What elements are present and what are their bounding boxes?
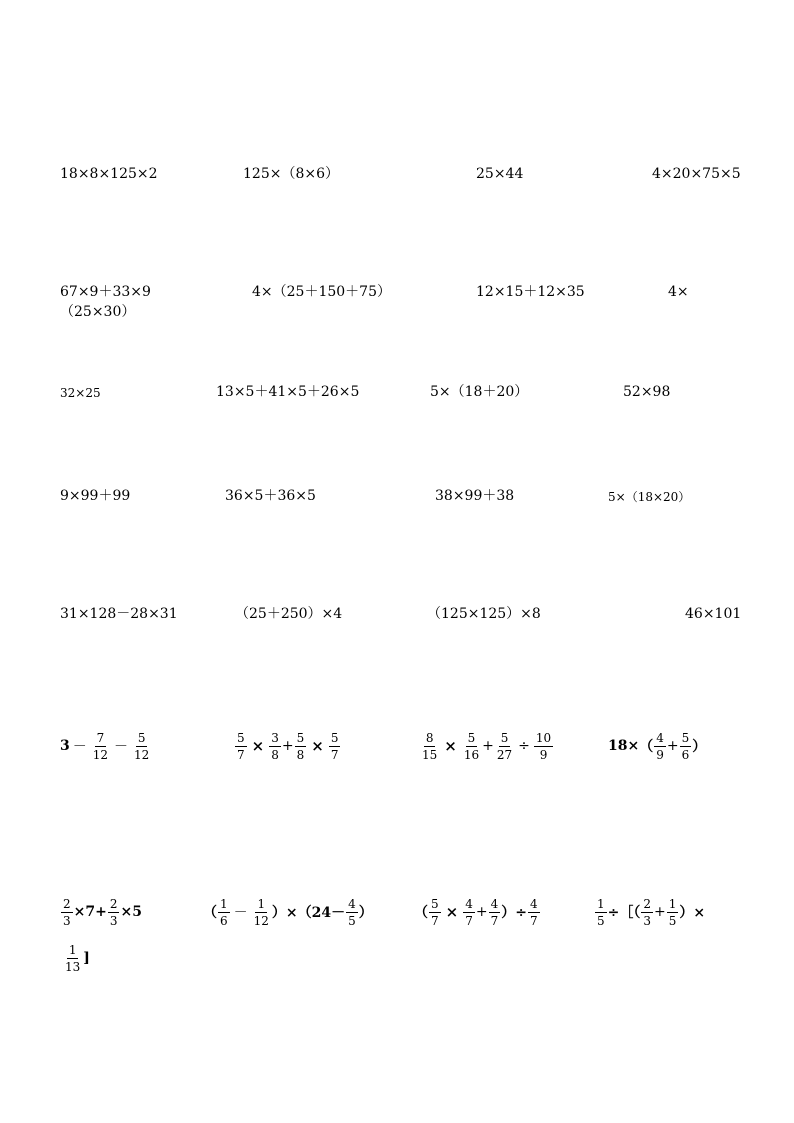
problem-6-1 (60, 724, 152, 768)
numerator: 5 (467, 730, 476, 745)
problem-7-3 (414, 890, 541, 934)
fraction (534, 730, 553, 763)
denominator: 9 (539, 747, 548, 762)
denominator: 8 (296, 747, 305, 762)
problem-3-3: 5×（18＋20） (430, 384, 529, 400)
fraction (495, 730, 514, 763)
problem-2-2: 4×（25＋150＋75） (252, 284, 391, 300)
minus-sign: － (233, 905, 248, 921)
numerator: 5 (431, 896, 439, 911)
denominator: 5 (668, 913, 677, 928)
divide-sign: ÷ (518, 738, 530, 754)
problem-2-3: 12×15＋12×35 (476, 284, 585, 300)
fraction (218, 896, 230, 929)
numerator: 4 (490, 896, 499, 911)
numerator: 1 (257, 896, 266, 911)
denominator: 8 (271, 747, 279, 762)
leading-term: 18× (608, 738, 640, 754)
numerator: 3 (271, 730, 279, 745)
fraction (420, 730, 439, 763)
problem-3-4: 52×98 (623, 384, 671, 400)
problem-6-2 (234, 724, 341, 768)
denominator: 3 (643, 913, 652, 928)
numerator: 4 (656, 730, 664, 745)
denominator: 3 (63, 913, 71, 928)
problem-5-2: （25＋250）×4 (235, 606, 343, 622)
leading-number: 3 (60, 738, 70, 754)
plus-sign: + (666, 738, 679, 754)
tail-operator: ×5 (120, 904, 142, 920)
problem-6-4 (608, 724, 706, 768)
numerator: 10 (535, 730, 552, 745)
minus-sign: － (72, 739, 87, 755)
fraction (108, 896, 120, 929)
numerator: 8 (425, 730, 434, 745)
fraction (235, 730, 247, 763)
times-sign: × (311, 737, 324, 755)
denominator: 13 (65, 959, 81, 974)
denominator: 16 (463, 747, 480, 762)
middle-operator: ×7+ (73, 904, 107, 920)
denominator: 7 (237, 747, 245, 762)
fraction (252, 896, 271, 929)
problem-4-1: 9×99＋99 (60, 488, 131, 504)
numerator: 5 (296, 730, 305, 745)
denominator: 7 (529, 913, 538, 928)
fraction (61, 896, 73, 929)
problem-5-3: （125×125）×8 (427, 606, 541, 622)
fraction (680, 730, 692, 763)
denominator: 15 (422, 747, 438, 762)
minus-sign: － (114, 739, 129, 755)
middle-operator: ）÷ (501, 905, 527, 921)
plus-sign: + (654, 904, 666, 920)
problem-1-3: 25×44 (476, 166, 524, 182)
fraction (667, 896, 679, 929)
fraction (63, 942, 82, 975)
numerator: 5 (500, 730, 509, 745)
fraction (295, 730, 307, 763)
problem-7-1 (60, 890, 142, 934)
fraction (346, 896, 358, 929)
denominator: 12 (92, 747, 109, 762)
problem-1-1: 18×8×125×2 (60, 166, 158, 182)
problem-4-4: 5×（18×20） (608, 490, 691, 504)
close-paren: ） (358, 905, 373, 921)
middle-operator: ）×（24－ (271, 905, 346, 921)
fraction (329, 730, 341, 763)
numerator: 5 (137, 730, 146, 745)
fraction (269, 730, 281, 763)
numerator: 4 (465, 896, 473, 911)
numerator: 1 (220, 896, 228, 911)
fraction (91, 730, 110, 763)
denominator: 27 (496, 747, 513, 762)
fraction (132, 730, 151, 763)
denominator: 7 (330, 747, 339, 762)
open-paren: （ (414, 905, 428, 921)
numerator: 4 (348, 896, 356, 911)
fraction (595, 896, 607, 929)
problem-1-2: 125×（8×6） (243, 166, 339, 182)
fraction (429, 896, 441, 929)
numerator: 2 (109, 896, 118, 911)
problem-3-2: 13×5＋41×5＋26×5 (216, 384, 360, 400)
problem-1-4: 4×20×75×5 (652, 166, 741, 182)
problem-6-3 (419, 724, 554, 768)
denominator: 3 (109, 913, 118, 928)
denominator: 5 (597, 913, 605, 928)
plus-sign: + (281, 738, 294, 754)
close-bracket: ] (83, 950, 90, 966)
problem-2-4-wrap: （25×30） (60, 304, 136, 320)
denominator: 7 (490, 913, 499, 928)
numerator: 1 (668, 896, 677, 911)
numerator: 4 (529, 896, 538, 911)
problem-7-2 (203, 890, 373, 934)
problem-2-1: 67×9＋33×9 (60, 284, 151, 300)
numerator: 1 (68, 942, 77, 957)
denominator: 6 (220, 913, 228, 928)
denominator: 12 (253, 913, 269, 928)
tail-operator: ）× (679, 905, 706, 921)
fraction (463, 896, 475, 929)
fraction (641, 896, 653, 929)
close-paren: ） (692, 739, 707, 755)
plus-sign: + (475, 904, 488, 920)
problem-2-4: 4× (668, 284, 689, 300)
fraction (489, 896, 501, 929)
denominator: 12 (134, 747, 150, 762)
problem-4-3: 38×99＋38 (435, 488, 515, 504)
times-sign: × (251, 737, 265, 755)
numerator: 5 (681, 730, 690, 745)
numerator: 5 (330, 730, 339, 745)
fraction (528, 896, 540, 929)
numerator: 5 (237, 730, 245, 745)
fraction (462, 730, 481, 763)
problem-7-4 (594, 890, 705, 934)
fraction (654, 730, 666, 763)
denominator: 6 (681, 747, 690, 762)
problem-5-1: 31×128－28×31 (60, 606, 178, 622)
numerator: 1 (597, 896, 605, 911)
numerator: 7 (96, 730, 105, 745)
denominator: 7 (465, 913, 473, 928)
times-sign: × (444, 737, 457, 755)
times-sign: × (445, 903, 459, 921)
problem-3-1: 32×25 (60, 386, 101, 400)
denominator: 5 (348, 913, 356, 928)
problem-5-4: 46×101 (685, 606, 742, 622)
middle-operator: ÷［（ (607, 905, 641, 921)
plus-sign: + (482, 738, 494, 754)
open-paren: （ (203, 905, 217, 921)
denominator: 7 (431, 913, 439, 928)
numerator: 2 (63, 896, 71, 911)
problem-7-4-wrap (62, 936, 90, 980)
denominator: 9 (656, 747, 664, 762)
problem-4-2: 36×5＋36×5 (225, 488, 316, 504)
numerator: 2 (643, 896, 652, 911)
open-paren: （ (639, 739, 654, 755)
